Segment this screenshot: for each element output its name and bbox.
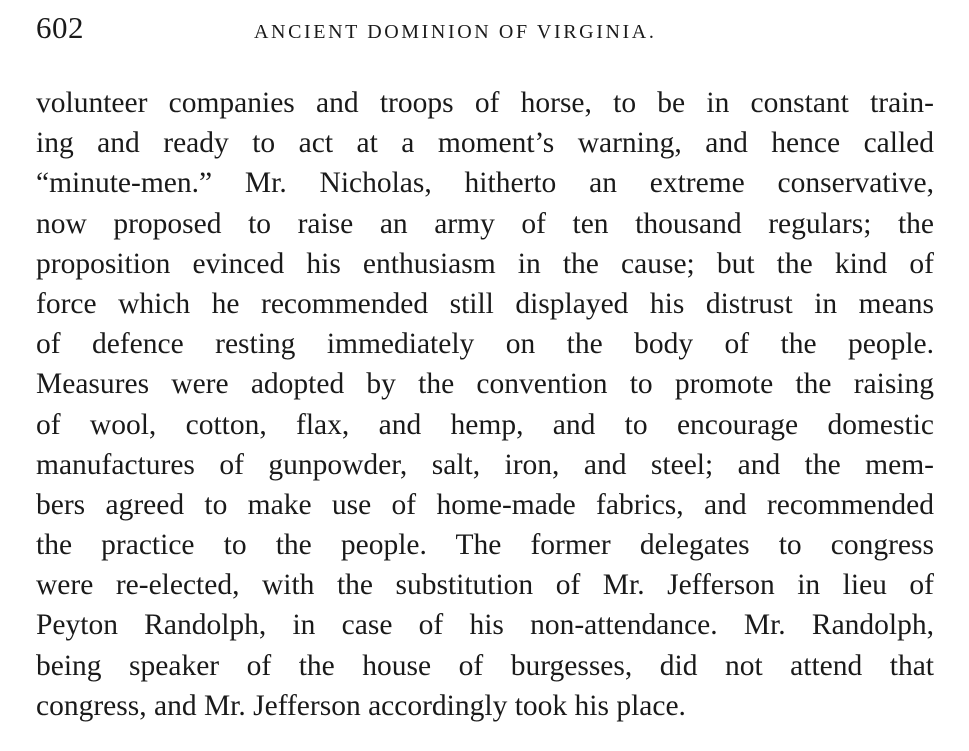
text-line: Measures were adopted by the convention to promote the raising	[36, 368, 934, 401]
text-line: now proposed to raise an army of ten thousand regulars; the	[36, 207, 934, 240]
text-line: volunteer companies and troops of horse, to be in constant train-	[36, 87, 934, 119]
page-number: 602	[36, 10, 84, 45]
running-head: ANCIENT DOMINION OF VIRGINIA.	[254, 21, 657, 43]
text-line: ing and ready to act at a moment’s warning, and hence called	[36, 127, 934, 160]
page-header	[36, 8, 934, 48]
text-line: being speaker of the house of burgesses, did not attend that	[36, 649, 934, 682]
text-line: bers agreed to make use of home-made fabrics, and recommended	[36, 488, 934, 521]
text-line-last: congress, and Mr. Jefferson accordingly took his place.	[36, 689, 686, 722]
text-line: proposition evinced his enthusiasm in the cause; but the kind of	[36, 247, 934, 280]
text-line: were re-elected, with the substitution of Mr. Jefferson in lieu of	[36, 569, 934, 602]
text-line: Peyton Randolph, in case of his non-attendance. Mr. Randolph,	[36, 609, 934, 642]
text-line: manufactures of gunpowder, salt, iron, and steel; and the mem-	[36, 448, 934, 481]
text-line: of wool, cotton, flax, and hemp, and to encourage domestic	[36, 408, 934, 441]
text-line: of defence resting immediately on the body of the people.	[36, 328, 934, 361]
text-line: force which he recommended still displayed his distrust in means	[36, 287, 934, 320]
body-paragraph	[36, 83, 934, 726]
text-line: “minute-men.” Mr. Nicholas, hitherto an extreme conservative,	[36, 167, 934, 200]
text-line: the practice to the people. The former delegates to congress	[36, 529, 934, 562]
